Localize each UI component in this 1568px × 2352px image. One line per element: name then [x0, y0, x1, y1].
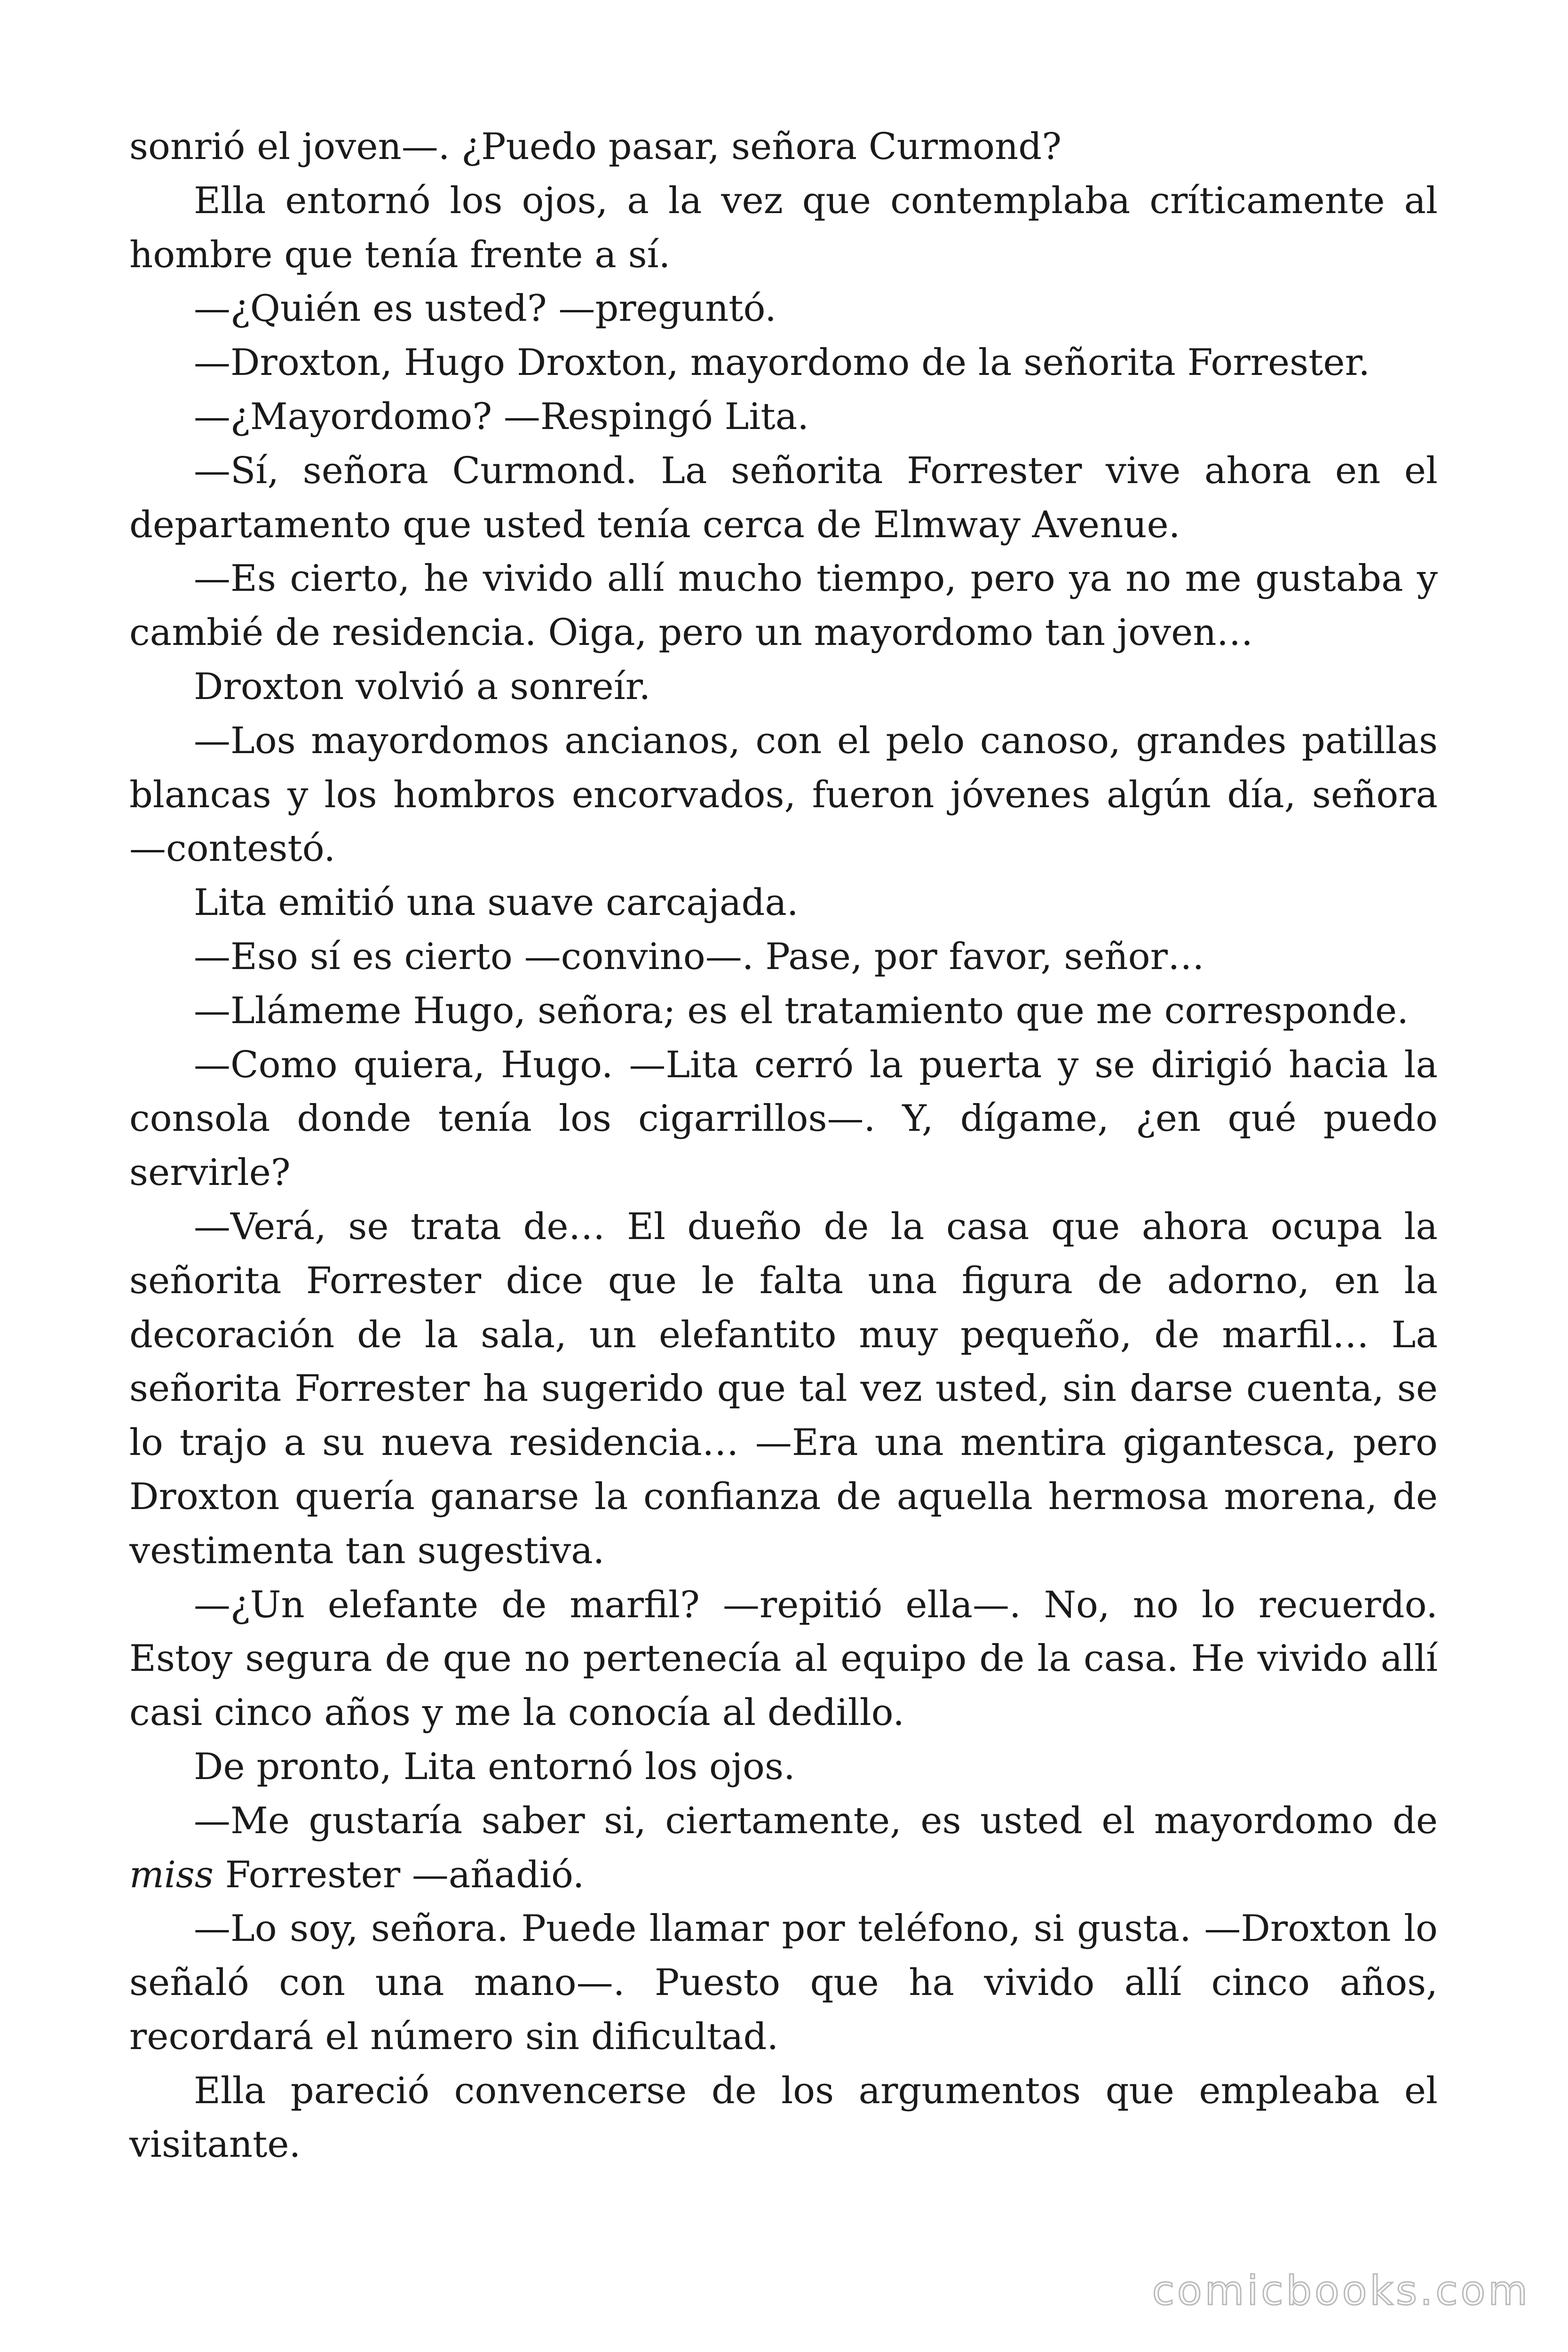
paragraph-miss-before: —Me gustaría saber si, ciertamente, es usted el mayordomo de [194, 1799, 1438, 1842]
paragraph: —Sí, señora Curmond. La señorita Forrester vive ahora en el departamento que usted tenía cerca de Elmway Avenue. [129, 449, 1438, 546]
paragraph: Ella pareció convencerse de los argumentos que empleaba el visitante. [129, 2069, 1438, 2166]
paragraph-miss-after: Forrester —añadió. [213, 1853, 585, 1896]
paragraph: —¿Mayordomo? —Respingó Lita. [194, 395, 809, 438]
paragraph: —¿Un elefante de marfil? —repitió ella—. No, no lo recuerdo. Estoy segura de que no pertenecía al equipo de la casa. He vivido allí casi cinco años y me la conocía al dedillo. [129, 1583, 1438, 1734]
paragraph-miss [129, 1794, 1438, 1902]
paragraph: —Droxton, Hugo Droxton, mayordomo de la señorita Forrester. [194, 342, 1370, 384]
paragraph: —¿Quién es usted? —preguntó. [194, 287, 776, 330]
paragraph: —Verá, se trata de… El dueño de la casa que ahora ocupa la señorita Forrester dice que le falta una figura de adorno, en la decoración de la sala, un elefantito muy pequeño, de marfil… La señorita Forrester ha sugerido que tal vez usted, sin darse cuenta, se lo trajo a su nueva residencia… —Era una mentira gigantesca, pero Droxton quería ganarse la confianza de aquella hermosa morena, de vestimenta tan sugestiva. [129, 1205, 1438, 1572]
paragraph: Lita emitió una suave carcajada. [194, 882, 799, 924]
paragraph: —Lo soy, señora. Puede llamar por teléfono, si gusta. —Droxton lo señaló con una mano—. Puesto que ha vivido allí cinco años, recordará el número sin dificultad. [129, 1907, 1438, 2058]
book-page-text [129, 120, 1438, 2172]
paragraph: —Llámeme Hugo, señora; es el tratamiento que me corresponde. [194, 989, 1409, 1032]
paragraph: De pronto, Lita entornó los ojos. [194, 1745, 795, 1788]
paragraph: Ella entornó los ojos, a la vez que contemplaba críticamente al hombre que tenía frente a sí. [129, 179, 1438, 276]
paragraph-miss-italic: miss [129, 1853, 214, 1896]
paragraph: —Es cierto, he vivido allí mucho tiempo, pero ya no me gustaba y cambié de residencia. Oiga, pero un mayordomo tan joven… [129, 557, 1438, 654]
paragraph: —Los mayordomos ancianos, con el pelo canoso, grandes patillas blancas y los hombros encorvados, fueron jóvenes algún día, señora —contestó. [129, 719, 1438, 870]
paragraph: —Como quiera, Hugo. —Lita cerró la puerta y se dirigió hacia la consola donde tenía los cigarrillos—. Y, dígame, ¿en qué puedo servirle? [129, 1043, 1438, 1194]
paragraph: —Eso sí es cierto —convino—. Pase, por favor, señor… [194, 935, 1204, 978]
paragraph: Droxton volvió a sonreír. [194, 665, 651, 708]
watermark-text: comicbooks.com [1152, 2267, 1530, 2314]
paragraph: sonrió el joven—. ¿Puedo pasar, señora Curmond? [129, 126, 1062, 168]
